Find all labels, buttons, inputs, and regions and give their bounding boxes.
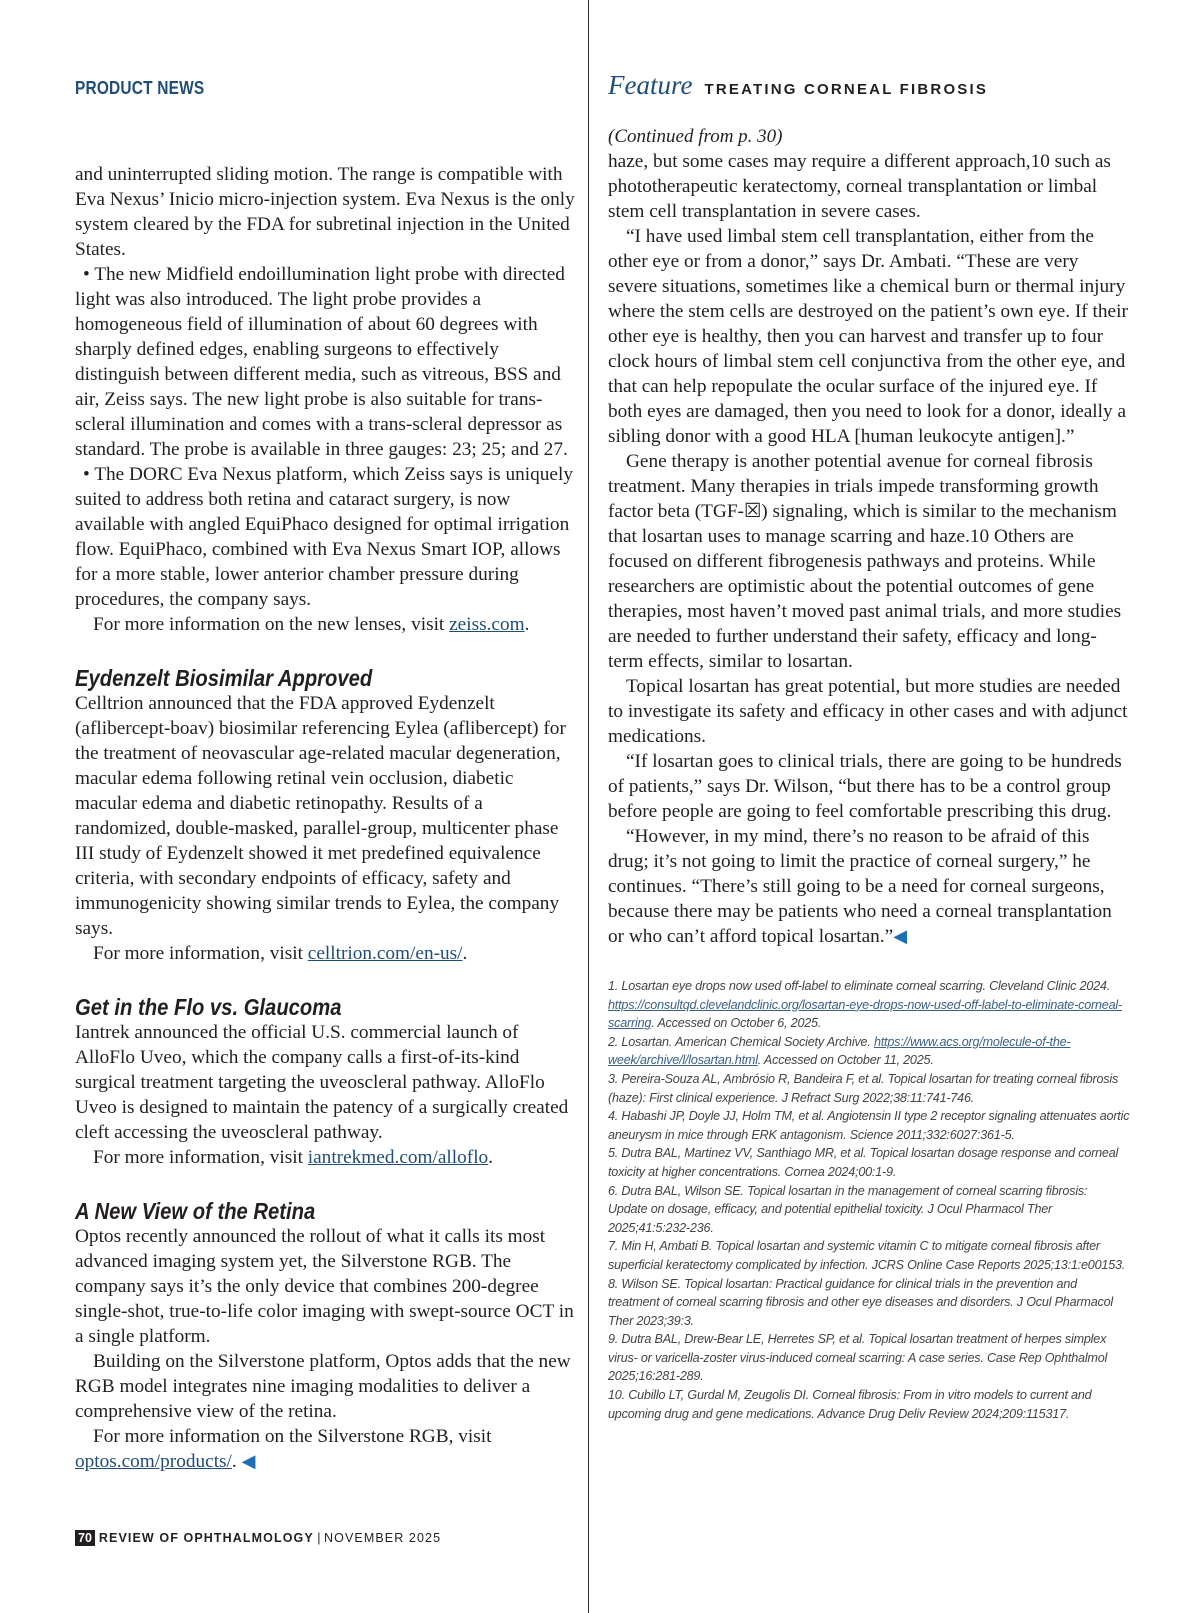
section-heading: Eydenzelt Biosimilar Approved	[75, 665, 373, 691]
paragraph: Optos recently announced the rollout of what it calls its most advanced imaging system yet, the Silverstone RGB. The company says it’s the only device that combines 200-degree single-shot, true-to-life color imaging with swept-source OCT in a single platform.	[75, 1226, 574, 1347]
section-body	[75, 1020, 575, 1170]
issue-date: NOVEMBER 2025	[324, 1531, 442, 1545]
reference-item: 10. Cubillo LT, Gurdal M, Zeugolis DI. Corneal fibrosis: From in vitro models to current and upcoming drug and gene medications. Advance Drug Deliv Review 2024;209:115317.	[608, 1388, 1092, 1421]
more-info-text: For more information on the new lenses, visit	[93, 614, 445, 635]
closing-quote: “However, in my mind, there’s no reason to be afraid of this drug; it’s not going to limit the practice of corneal surgery,” he continues. “There’s still going to be a need for corneal surgeons, because there may be patients who need a corneal transplantation or who can’t afford topical losartan.”	[608, 826, 1112, 947]
optos-link[interactable]: optos.com/products/	[75, 1451, 232, 1472]
feature-body	[608, 149, 1130, 949]
more-info-line: For more information, visit celltrion.com/en-us/.	[93, 943, 468, 964]
more-info-text: For more information, visit	[93, 943, 303, 964]
page-footer	[75, 1530, 441, 1546]
zeiss-link[interactable]: zeiss.com	[449, 614, 525, 635]
paragraph: haze, but some cases may require a different approach,10 such as phototherapeutic keratectomy, corneal transplantation or limbal stem cell transplantation in severe cases.	[608, 151, 1111, 222]
left-column	[75, 70, 575, 1474]
more-info-line: For more information, visit iantrekmed.com/alloflo.	[93, 1147, 494, 1168]
right-column	[608, 70, 1130, 1423]
more-info-text: For more information on the Silverstone RGB, visit	[93, 1426, 492, 1447]
page-number: 70	[75, 1530, 95, 1546]
paragraph: “I have used limbal stem cell transplantation, either from the other eye or from a donor,” says Dr. Ambati. “These are very severe situations, sometimes like a chemical burn or thermal injury where the stem cells are destroyed on the patient’s own eye. If their other eye is healthy, then you can harvest and transfer up to four clock hours of limbal stem cell conjunctiva from the other eye, and that can help repopulate the ocular surface of the injured eye. If both eyes are damaged, then you need to look for a donor, ideally a sibling donor with a good HLA [human leukocyte antigen].”	[608, 226, 1128, 447]
reference-item: 8. Wilson SE. Topical losartan: Practical guidance for clinical trials in the prevention and treatment of corneal scarring fibrosis and other eye diseases and disorders. J Ocul Pharmacol Ther 2023;39:3.	[608, 1276, 1113, 1328]
feature-label: Feature	[608, 70, 693, 100]
section-heading: A New View of the Retina	[75, 1198, 316, 1224]
paragraph: Gene therapy is another potential avenue for corneal fibrosis treatment. Many therapies in trials impede transforming growth factor beta (TGF-☒) signaling, which is similar to the mechanism that losartan uses to manage scarring and haze.10 Others are focused on different fibrogenesis pathways and proteins. While researchers are optimistic about the potential outcomes of gene therapies, most haven’t moved past animal trials, and more studies are needed to further understand their safety, efficacy and long-term effects, similar to losartan.	[608, 451, 1122, 672]
references	[608, 977, 1130, 1423]
feature-title: TREATING CORNEAL FIBROSIS	[704, 81, 989, 98]
reference-link[interactable]: https://consultqd.clevelandclinic.org/losartan-eye-drops-now-used-off-label-to-eliminate-corneal-scarring	[608, 997, 1122, 1031]
iantrek-link[interactable]: iantrekmed.com/alloflo	[307, 1147, 489, 1168]
reference-item: 7. Min H, Ambati B. Topical losartan and systemic vitamin C to mitigate corneal fibrosis after superficial keratectomy complicated by infection. JCRS Online Case Reports 2025;13:1:e00153.	[608, 1239, 1126, 1272]
end-mark-icon: ◀	[893, 926, 908, 946]
paragraph: Iantrek announced the official U.S. commercial launch of AlloFlo Uveo, which the company calls a first-of-its-kind surgical treatment targeting the uveoscleral pathway. AlloFlo Uveo is designed to maintain the patency of a surgically created cleft accessing the uveoscleral pathway.	[75, 1022, 569, 1143]
celltrion-link[interactable]: celltrion.com/en-us/	[307, 943, 463, 964]
intro-body	[75, 162, 575, 637]
end-mark-icon: ◀	[241, 1451, 256, 1471]
section-body	[75, 1224, 575, 1474]
magazine-name: REVIEW OF OPHTHALMOLOGY	[98, 1531, 314, 1545]
paragraph: and uninterrupted sliding motion. The range is compatible with Eva Nexus’ Inicio micro-injection system. Eva Nexus is the only system cleared by the FDA for subretinal injection in the United States.	[75, 164, 575, 260]
more-info-line: For more information on the Silverstone RGB, visit optos.com/products/. ◀	[75, 1426, 492, 1472]
paragraph: Celltrion announced that the FDA approved Eydenzelt (aflibercept-boav) biosimilar referencing Eylea (aflibercept) for the treatment of neovascular age-related macular degeneration, macular edema following retinal vein occlusion, diabetic macular edema and diabetic retinopathy. Results of a randomized, double-masked, parallel-group, multicenter phase III study of Eydenzelt showed it met predefined equivalence criteria, with secondary endpoints of efficacy, safety and immunogenicity showing similar trends to Eylea, the company says.	[75, 693, 566, 939]
section-label: PRODUCT NEWS	[75, 78, 205, 98]
footer-separator: |	[317, 1531, 321, 1545]
paragraph: Building on the Silverstone platform, Optos adds that the new RGB model integrates nine imaging modalities to deliver a comprehensive view of the retina.	[75, 1351, 571, 1422]
reference-item: 1. Losartan eye drops now used off-label to eliminate corneal scarring. Cleveland Clinic 2024. https://consultqd.clevelandclinic.org/losartan-eye-drops-now-used-off-label-to-eliminate-corneal-scarring. Accessed on October 6, 2025.	[608, 979, 1122, 1031]
continued-note: (Continued from p. 30)	[608, 126, 783, 147]
bullet-paragraph: • The new Midfield endoillumination light probe with directed light was also introduced. The light probe provides a homogeneous field of illumination of about 60 degrees with sharply defined edges, enabling surgeons to effectively distinguish between different media, such as vitreous, BSS and air, Zeiss says. The new light probe is also suitable for trans-scleral illumination and comes with a trans-scleral depressor as standard. The probe is available in three gauges: 23; 25; and 27.	[75, 264, 568, 460]
section-heading: Get in the Flo vs. Glaucoma	[75, 994, 342, 1020]
reference-item: 9. Dutra BAL, Drew-Bear LE, Herretes SP, et al. Topical losartan treatment of herpes simplex virus- or varicella-zoster virus-induced corneal scarring: A case series. Case Rep Ophthalmol 2025;16:281-289.	[608, 1332, 1108, 1384]
reference-item: 5. Dutra BAL, Martinez VV, Santhiago MR, et al. Topical losartan dosage response and corneal toxicity at higher concentrations. Cornea 2024;00:1-9.	[608, 1146, 1119, 1179]
reference-item: 2. Losartan. American Chemical Society Archive. https://www.acs.org/molecule-of-the-week/archive/l/losartan.html. Accessed on October 11, 2025.	[608, 1034, 1071, 1068]
bullet-paragraph: • The DORC Eva Nexus platform, which Zeiss says is uniquely suited to address both retina and cataract surgery, is now available with angled EquiPhaco designed for optimal irrigation flow. EquiPhaco, combined with Eva Nexus Smart IOP, allows for a more stable, lower anterior chamber pressure during procedures, the company says.	[75, 464, 573, 610]
reference-item: 3. Pereira-Souza AL, Ambrósio R, Bandeira F, et al. Topical losartan for treating corneal fibrosis (haze): First clinical experience. J Refract Surg 2022;38:11:741-746.	[608, 1071, 1119, 1105]
feature-header	[608, 70, 1130, 110]
reference-link[interactable]: https://www.acs.org/molecule-of-the-week/archive/l/losartan.html	[608, 1034, 1071, 1068]
more-info-text: For more information, visit	[93, 1147, 303, 1168]
reference-item: 6. Dutra BAL, Wilson SE. Topical losartan in the management of corneal scarring fibrosis: Update on dosage, efficacy, and potential epithelial toxicity. J Ocul Pharmacol Ther 2025;41:5:232-236.	[608, 1183, 1088, 1235]
paragraph	[608, 824, 1130, 949]
column-divider	[588, 0, 589, 1613]
more-info-line: For more information on the new lenses, visit zeiss.com.	[93, 614, 530, 635]
reference-item: 4. Habashi JP, Doyle JJ, Holm TM, et al. Angiotensin II type 2 receptor signaling attenuates aortic aneurysm in mice through ERK antagonism. Science 2011;332:6027:361-5.	[608, 1109, 1130, 1142]
section-body	[75, 691, 575, 966]
paragraph: “If losartan goes to clinical trials, there are going to be hundreds of patients,” says Dr. Wilson, “but there has to be a control group before people are going to feel comfortable prescribing this drug.	[608, 751, 1122, 822]
paragraph: Topical losartan has great potential, but more studies are needed to investigate its safety and efficacy in other cases and with adjunct medications.	[608, 676, 1128, 747]
